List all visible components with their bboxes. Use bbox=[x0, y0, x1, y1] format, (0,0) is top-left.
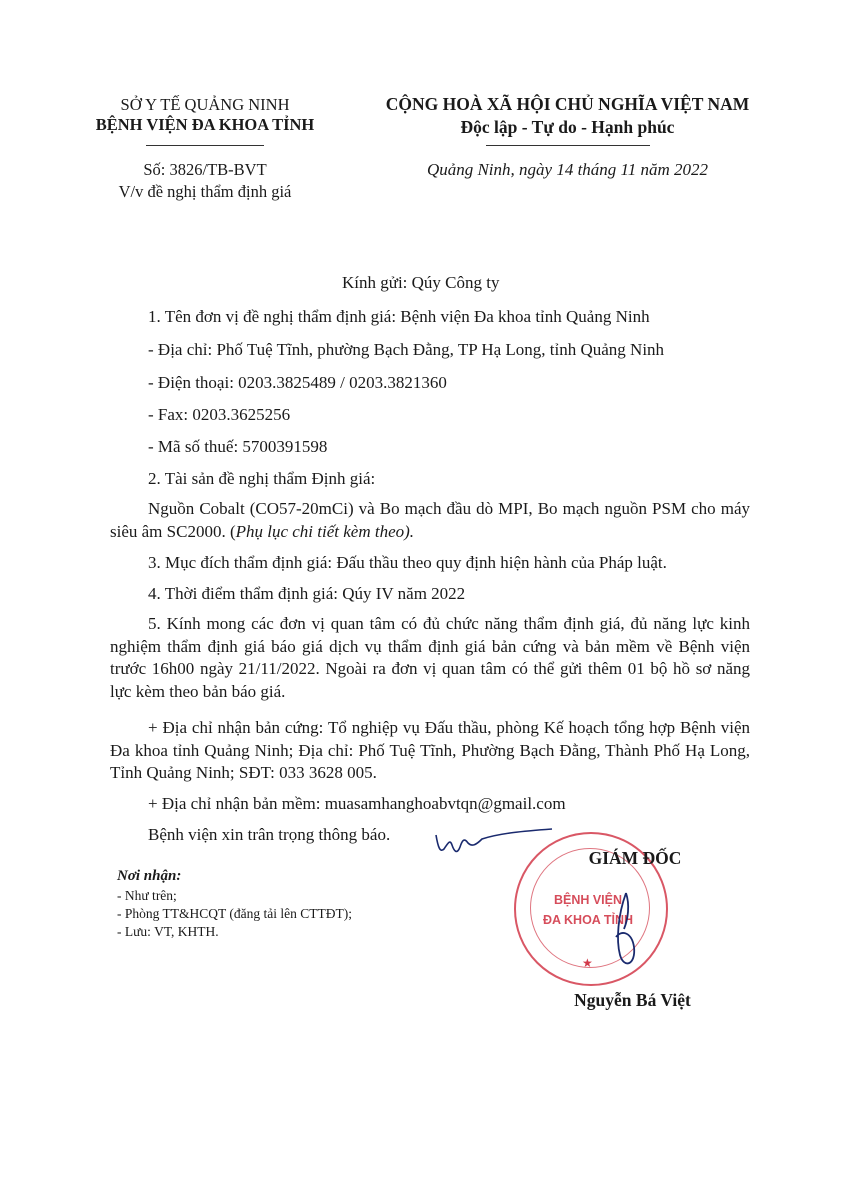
item-soft-copy: + Địa chỉ nhận bản mềm: muasamhanghoabvtqn@gmail.com bbox=[148, 794, 566, 813]
item-time: 4. Thời điểm thẩm định giá: Qúy IV năm 2022 bbox=[148, 584, 466, 603]
item-request: 5. Kính mong các đơn vị quan tâm có đủ chức năng thẩm định giá, đủ năng lực kinh nghiệm thẩm định giá báo giá dịch vụ thẩm định giá bản cứng và bản mềm về Bệnh viện trước 16h00 ngày 21/11/2022. Ngoài ra đơn vị quan tâm có thể gửi thêm 01 bộ hồ sơ năng lực kèm theo bản báo giá. bbox=[110, 614, 750, 701]
recipient-1: - Như trên; bbox=[117, 888, 177, 903]
stamp-line-2: ĐA KHOA TỈNH bbox=[542, 913, 634, 927]
place-date: Quảng Ninh, ngày 14 tháng 11 năm 2022 bbox=[426, 160, 709, 179]
nation-title: CỘNG HOÀ XÃ HỘI CHỦ NGHĨA VIỆT NAM bbox=[385, 94, 750, 114]
issuing-hospital: BỆNH VIỆN ĐA KHOA TỈNH bbox=[95, 115, 315, 134]
item-unit-name: 1. Tên đơn vị đề nghị thẩm định giá: Bệnh viện Đa khoa tỉnh Quảng Ninh bbox=[148, 307, 650, 326]
signature-title: GIÁM ĐỐC bbox=[588, 848, 682, 868]
recipient-3: - Lưu: VT, KHTH. bbox=[117, 924, 219, 939]
item-purpose: 3. Mục đích thẩm định giá: Đấu thầu theo quy định hiện hành của Pháp luật. bbox=[148, 553, 667, 572]
right-header-rule bbox=[486, 145, 650, 146]
asset-description: Nguồn Cobalt (CO57-20mCi) và Bo mạch đầu dò MPI, Bo mạch nguồn PSM cho máy siêu âm SC2000. ( bbox=[110, 499, 750, 541]
signer-name: Nguyễn Bá Việt bbox=[574, 990, 691, 1010]
item-address: - Địa chỉ: Phố Tuệ Tĩnh, phường Bạch Đằng, TP Hạ Long, tỉnh Quảng Ninh bbox=[148, 340, 665, 359]
issuing-agency: SỞ Y TẾ QUẢNG NINH bbox=[120, 95, 290, 114]
item-tax-code: - Mã số thuế: 5700391598 bbox=[148, 437, 328, 456]
asset-note: Phụ lục chi tiết kèm theo). bbox=[235, 521, 415, 541]
item-phone: - Điện thoại: 0203.3825489 / 0203.3821360 bbox=[148, 373, 447, 392]
director-signature-mark bbox=[596, 885, 656, 975]
stamp-star-icon: ★ bbox=[582, 956, 593, 970]
recipient-2: - Phòng TT&HCQT (đăng tải lên CTTĐT); bbox=[117, 906, 352, 921]
left-header-rule bbox=[146, 145, 264, 146]
item-fax: - Fax: 0203.3625256 bbox=[148, 405, 291, 424]
recipients-title: Nơi nhận: bbox=[117, 868, 182, 884]
salutation: Kính gửi: Qúy Công ty bbox=[342, 273, 500, 292]
nation-motto: Độc lập - Tự do - Hạnh phúc bbox=[460, 117, 675, 137]
item-asset-heading: 2. Tài sản đề nghị thẩm Định giá: bbox=[148, 469, 376, 488]
closing-line: Bệnh viện xin trân trọng thông báo. bbox=[148, 825, 391, 844]
document-subject: V/v đề nghị thẩm định giá bbox=[118, 182, 292, 201]
item-asset-text bbox=[110, 498, 750, 543]
stamp-line-1: BỆNH VIỆN bbox=[553, 893, 623, 907]
item-hard-copy: + Địa chỉ nhận bản cứng: Tổ nghiệp vụ Đấu thầu, phòng Kế hoạch tổng hợp Bệnh viện Đa khoa tỉnh Quảng Ninh; Địa chỉ: Phố Tuệ Tĩnh, Phường Bạch Đằng, Thành Phố Hạ Long, Tỉnh Quảng Ninh; SĐT: 033 3628 005. bbox=[110, 718, 750, 782]
document-number: Số: 3826/TB-BVT bbox=[143, 160, 267, 179]
